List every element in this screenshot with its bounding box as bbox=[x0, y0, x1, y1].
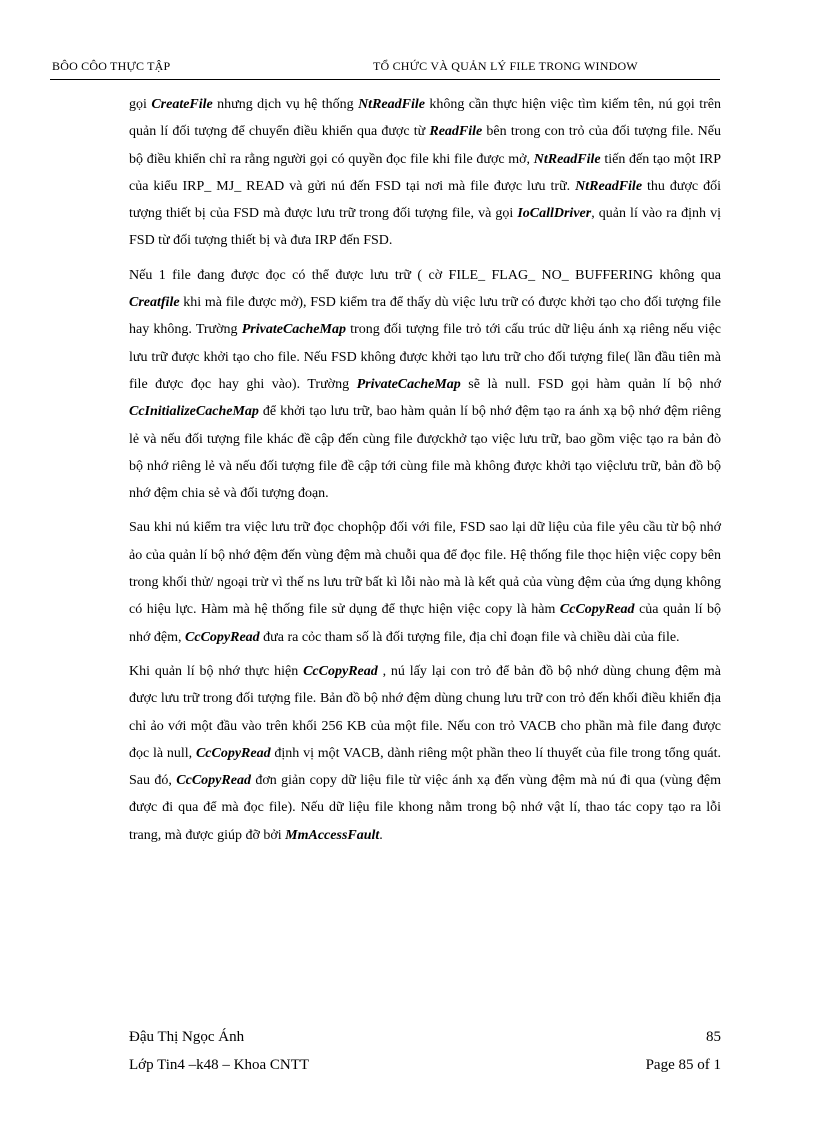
function-name: CcCopyRead bbox=[185, 629, 260, 645]
function-name: CcCopyRead bbox=[195, 745, 271, 761]
text-run: của quản lí bộ nhớ đệm, bbox=[129, 602, 721, 645]
text-run: để khởi tạo lưu trữ, bao hàm quản lí bộ nhớ đệm tạo ra ánh xạ bộ nhớ đệm riêng lẻ và nếu đối tượng file khác đề cập đến cùng file đượckhở tạo việc lưu trữ, bao gồm việc tạo ra bản đò bộ nhớ riêng lẻ và nếu đối tượng file đề cập tới cùng file mà không được khởi tạo việclưu trữ, bản đồ bộ nhớ đệm chia sẻ và đối tượng đoạn. bbox=[129, 404, 721, 502]
function-name: ReadFile bbox=[429, 124, 483, 140]
text-run: tiến đến tạo một IRP của kiểu IRP_ MJ_ READ và gửi nú đến FSD tại nơi mà file được lưu trữ. bbox=[129, 151, 721, 194]
text-run: . bbox=[379, 827, 383, 843]
header-right-title: TỔ CHỨC VÀ QUẢN LÝ FILE TRONG WINDOW bbox=[373, 59, 638, 73]
text-run: khi mà file được mở), FSD kiểm tra để thấy dù việc lưu trữ có được khởi tạo cho đối tượng file hay không. Trường bbox=[129, 295, 721, 338]
text-run: định vị một VACB, dành riêng một phần theo lí thuyết của file trong tổng quát. Sau đó, bbox=[129, 745, 721, 789]
header-left-title: BÔO CÔO THỰC TẬP bbox=[52, 59, 171, 73]
function-name: CcCopyRead bbox=[559, 602, 635, 618]
text-run: đưa ra cỏc tham số là đối tượng file, địa chỉ đoạn file và chiều dài của file. bbox=[259, 629, 680, 645]
footer-author: Đậu Thị Ngọc Ánh bbox=[129, 1029, 245, 1045]
function-name: NtReadFile bbox=[575, 178, 643, 194]
text-run: thu được đối tượng thiết bị của FSD mà được lưu trữ trong đối tượng file, và gọi bbox=[129, 178, 722, 222]
text-run: , quản lí vào ra định vị FSD từ đối tượng thiết bị và đưa IRP đến FSD. bbox=[129, 206, 721, 249]
text-run: bên trong con trỏ của đối tượng file. Nếu bộ điều khiển chỉ ra rằng người gọi có quyền đọc file khi file được mở, bbox=[129, 124, 721, 167]
text-run: Nếu 1 file đang được đọc có thể được lưu trữ ( cờ FILE_ FLAG_ NO_ BUFFERING không qua bbox=[129, 267, 721, 283]
paragraph bbox=[129, 658, 721, 849]
function-name: NtReadFile bbox=[358, 97, 425, 112]
paragraph bbox=[129, 91, 721, 255]
function-name: IoCallDriver bbox=[517, 206, 592, 222]
function-name: CreateFile bbox=[151, 97, 213, 112]
function-name: PrivateCacheMap bbox=[241, 322, 346, 338]
footer-page-number: 85 bbox=[706, 1029, 721, 1045]
text-run: Sau khi nú kiểm tra việc lưu trữ đọc chophộp đối với file, FSD sao lại dữ liệu của file yêu cầu từ bộ nhớ ảo của quản lí bộ nhớ đệm đến vùng đệm mà chuỗi qua để đọc file. Hệ thống file thọc hiện việc copy bên trong khối thử/ ngoại trừ vì thế ns lưu trữ bất kì lỗi nào mà là kết quả của vùng đệm của ứng dụng không có hiệu lực. Hàm mà hệ thống file sử dụng để thực hiện việc copy là hàm bbox=[129, 520, 721, 618]
function-name: PrivateCacheMap bbox=[356, 376, 461, 392]
function-name: Creatfile bbox=[129, 295, 180, 311]
text-run: đơn giản copy dữ liệu file từ việc ánh xạ đến vùng đệm mà nú đi qua (vùng đệm được đi qua để mà đọc file). Nếu dữ liệu file khong nằm trong bộ nhớ vật lí, thao tác copy tạo ra lỗi trang, mà được giúp đỡ bởi bbox=[129, 773, 721, 843]
function-name: CcInitializeCacheMap bbox=[129, 404, 259, 420]
function-name: NtReadFile bbox=[533, 151, 601, 167]
text-run: trong đối tượng file trỏ tới cấu trúc dữ liệu ánh xạ riêng nếu việc lưu trữ được khởi tạo cho file. Nếu FSD không được khởi tạo lưu trữ cho đối tượng file( lần đầu tiên mà file được đọc hay ghi vào). Trường bbox=[129, 322, 721, 392]
paragraph bbox=[129, 262, 721, 508]
text-run: , nú lấy lại con trỏ để bản đồ bộ nhớ dùng chung đệm mà được lưu trữ trong đối tượng file. Bản đồ bộ nhớ đệm dùng chung lưu trữ con trỏ đến khối điều khiển địa chỉ ảo với một đầu vào trên khối 256 KB của một file. Nếu con trỏ VACB cho phần mà file đang được đọc là null, bbox=[129, 663, 721, 761]
page-footer bbox=[129, 1023, 721, 1079]
function-name: CcCopyRead bbox=[303, 663, 378, 679]
document-body bbox=[129, 91, 721, 856]
page-header bbox=[50, 57, 720, 80]
text-run: sẽ là null. FSD gọi hàm quản lí bộ nhớ bbox=[460, 376, 721, 392]
function-name: MmAccessFault bbox=[285, 827, 380, 843]
text-run: gọi bbox=[129, 97, 152, 112]
footer-class-info: Lớp Tin4 –k48 – Khoa CNTT bbox=[129, 1057, 310, 1073]
text-run: không cần thực hiện việc tìm kiếm tên, nú gọi trên quản lí đối tượng để chuyển điều khiển qua được từ bbox=[129, 97, 722, 140]
footer-page-of: Page 85 of 1 bbox=[645, 1057, 721, 1073]
text-run: nhưng dịch vụ hệ thống bbox=[212, 97, 359, 112]
function-name: CcCopyRead bbox=[176, 773, 251, 789]
paragraph bbox=[129, 514, 721, 650]
text-run: Khi quản lí bộ nhớ thực hiện bbox=[129, 663, 304, 679]
